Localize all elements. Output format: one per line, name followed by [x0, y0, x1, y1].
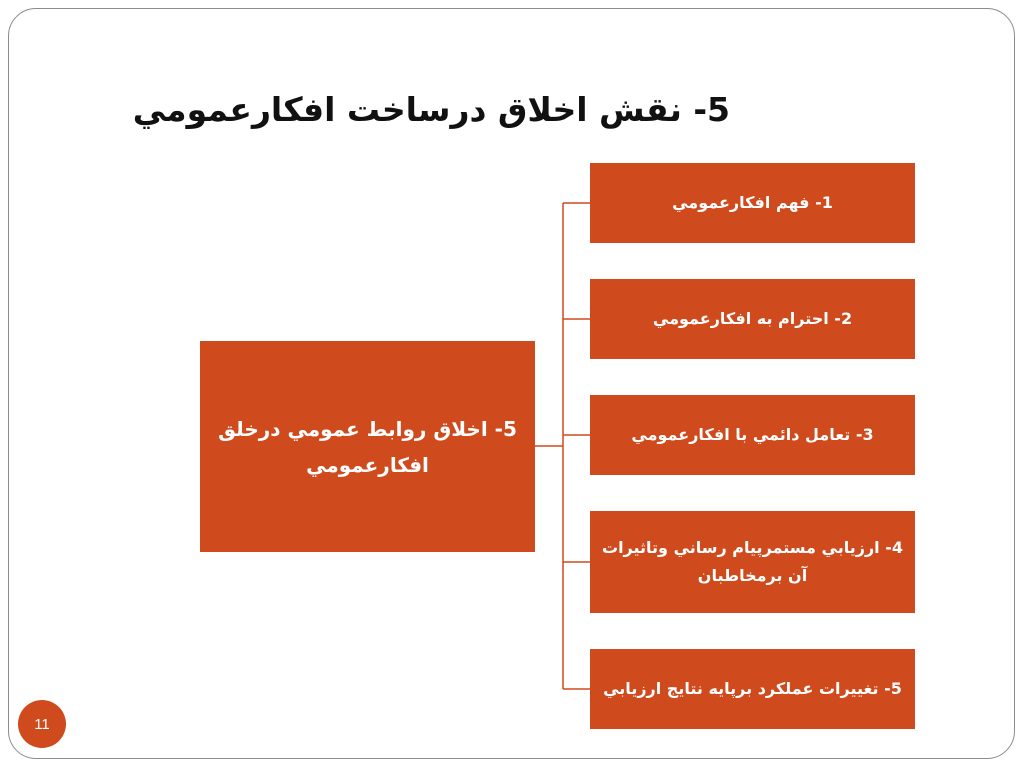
main-node: 5- اخلاق روابط عمومي درخلق افکارعمومي	[200, 341, 535, 552]
child-node-3: 3- تعامل دائمي با افکارعمومي	[590, 395, 915, 475]
child-node-4: 4- ارزيابي مستمرپيام رساني وتاثيرات آن برمخاطبان	[590, 511, 915, 613]
child-node-1: 1- فهم افکارعمومي	[590, 163, 915, 243]
child-node-2: 2- احترام به افکارعمومي	[590, 279, 915, 359]
child-node-5: 5- تغييرات عملکرد برپايه نتايج ارزيابي	[590, 649, 915, 729]
slide-title: 5- نقش اخلاق درساخت افکارعمومي	[132, 90, 730, 129]
slide-number-badge: 11	[18, 700, 66, 748]
